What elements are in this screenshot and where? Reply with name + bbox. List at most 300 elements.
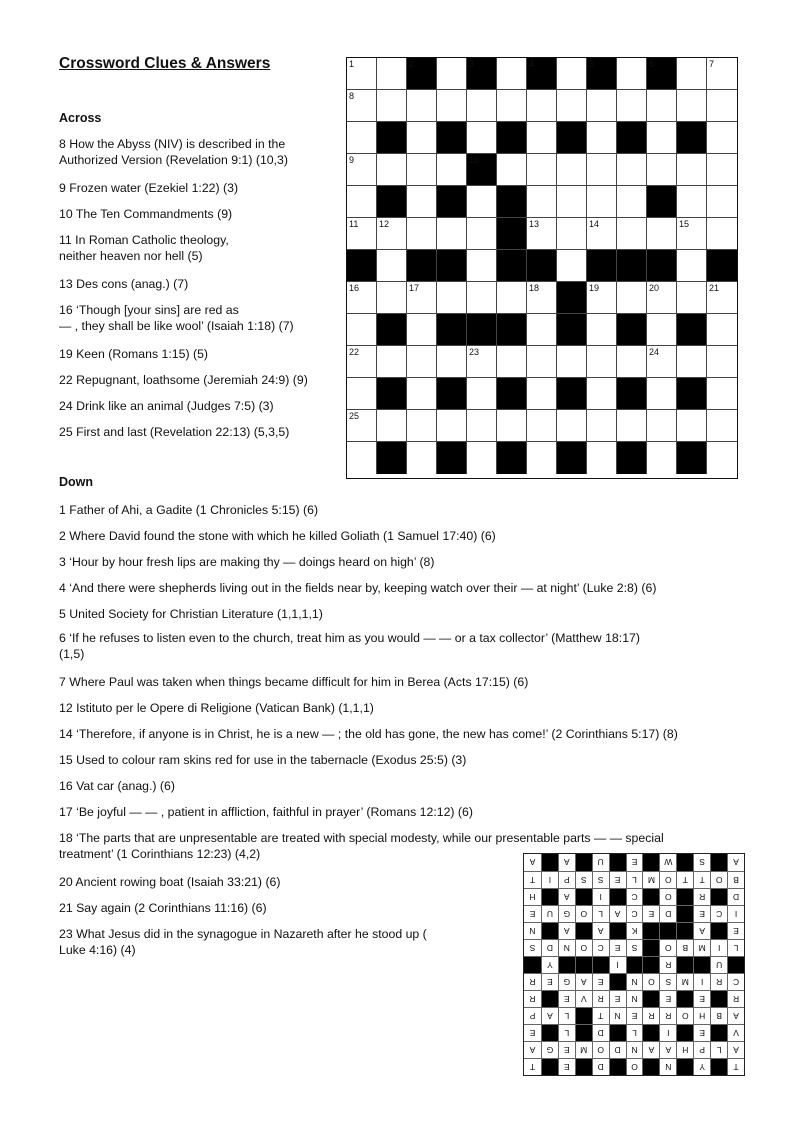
grid-block (467, 314, 497, 346)
clue-line: 23 What Jesus did in the synagogue in Nazareth after he stood up ( (59, 927, 427, 941)
grid-cell[interactable] (647, 314, 677, 346)
grid-cell[interactable] (707, 90, 737, 122)
grid-block (377, 442, 407, 474)
grid-cell[interactable] (347, 122, 377, 154)
grid-block (617, 314, 647, 346)
solution-char: R (699, 892, 706, 902)
grid-block (557, 282, 587, 314)
grid-cell[interactable] (407, 282, 437, 314)
solution-char: P (563, 875, 570, 885)
solution-char: S (597, 875, 604, 885)
grid-cell[interactable] (467, 122, 497, 154)
grid-cell[interactable] (647, 90, 677, 122)
solution-block (710, 888, 727, 905)
grid-block (677, 442, 707, 474)
solution-letter (693, 939, 710, 956)
grid-cell[interactable] (707, 218, 737, 250)
solution-letter (558, 1024, 575, 1041)
solution-block (676, 1058, 693, 1075)
solution-letter (541, 1041, 558, 1058)
grid-cell[interactable] (557, 410, 587, 442)
grid-cell[interactable] (707, 186, 737, 218)
solution-char: A (733, 857, 739, 868)
solution-letter (592, 888, 609, 905)
solution-char: S (529, 943, 536, 953)
solution-block (642, 854, 659, 871)
grid-cell[interactable] (527, 186, 557, 218)
grid-cell[interactable] (677, 58, 707, 90)
grid-cell[interactable] (557, 346, 587, 378)
across-clue (59, 206, 232, 222)
solution-block (659, 922, 676, 939)
solution-char: L (733, 943, 739, 953)
solution-letter (626, 1041, 643, 1058)
solution-char: D (614, 1045, 621, 1055)
grid-cell[interactable] (497, 58, 527, 90)
grid-cell[interactable] (617, 410, 647, 442)
solution-char: A (733, 1045, 739, 1055)
grid-block (497, 218, 527, 250)
clue-number: 20 (649, 283, 660, 293)
solution-letter (659, 1007, 676, 1024)
solution-char: T (598, 1011, 604, 1021)
grid-cell[interactable] (677, 90, 707, 122)
grid-cell[interactable] (437, 154, 467, 186)
grid-block (437, 250, 467, 282)
grid-cell[interactable] (407, 378, 437, 410)
grid-cell[interactable] (677, 218, 707, 250)
grid-cell[interactable] (647, 410, 677, 442)
grid-cell[interactable] (467, 90, 497, 122)
grid-cell[interactable] (497, 90, 527, 122)
solution-char: R (597, 994, 604, 1004)
clue-number: 10 (469, 155, 480, 165)
grid-cell[interactable] (407, 314, 437, 346)
grid-cell[interactable] (347, 442, 377, 474)
grid-cell[interactable] (467, 186, 497, 218)
across-clue (59, 302, 294, 334)
down-clue (59, 528, 496, 544)
solution-letter (693, 1007, 710, 1024)
grid-cell[interactable] (617, 346, 647, 378)
grid-cell[interactable] (347, 314, 377, 346)
down-clue (59, 752, 466, 768)
solution-char: O (580, 943, 588, 953)
grid-cell[interactable] (407, 442, 437, 474)
solution-char: A (563, 857, 570, 868)
solution-letter (626, 1007, 643, 1024)
solution-letter (592, 871, 609, 888)
grid-cell[interactable] (707, 58, 737, 90)
clue-number: 5 (589, 59, 595, 69)
clue-line: (1,5) (59, 647, 85, 661)
down-clue (59, 502, 318, 518)
clue-line: 4 ‘And there were shepherds living out in the fields near by, keeping watch over their — at night’ (Luke 2:8) (6) (59, 581, 657, 595)
grid-cell[interactable] (587, 442, 617, 474)
solution-block (541, 922, 558, 939)
solution-char: I (701, 977, 704, 987)
grid-cell[interactable] (527, 346, 557, 378)
solution-char: E (563, 994, 570, 1004)
grid-cell[interactable] (707, 346, 737, 378)
grid-cell[interactable] (677, 346, 707, 378)
grid-block (557, 442, 587, 474)
grid-cell[interactable] (587, 122, 617, 154)
solution-letter (592, 1007, 609, 1024)
clue-line: Authorized Version (Revelation 9:1) (10,3) (59, 153, 288, 167)
grid-cell[interactable] (527, 442, 557, 474)
solution-char: E (614, 994, 621, 1004)
grid-block (677, 314, 707, 346)
grid-cell[interactable] (377, 250, 407, 282)
solution-block (541, 854, 558, 871)
solution-letter (659, 973, 676, 990)
grid-cell[interactable] (497, 410, 527, 442)
grid-cell[interactable] (557, 154, 587, 186)
solution-char: R (648, 1011, 655, 1021)
grid-cell[interactable] (647, 154, 677, 186)
solution-char: M (698, 943, 706, 953)
solution-char: I (599, 892, 602, 902)
grid-cell[interactable] (377, 282, 407, 314)
solution-block (710, 854, 727, 871)
solution-block (710, 922, 727, 939)
solution-letter (558, 888, 575, 905)
down-clue (59, 874, 280, 890)
grid-block (557, 378, 587, 410)
grid-cell[interactable] (437, 218, 467, 250)
clue-line: 22 Repugnant, loathsome (Jeremiah 24:9) (9) (59, 373, 308, 387)
crossword-grid[interactable] (346, 57, 738, 479)
grid-cell[interactable] (617, 154, 647, 186)
grid-cell[interactable] (437, 282, 467, 314)
solution-block (642, 888, 659, 905)
solution-char: B (733, 875, 739, 885)
grid-cell[interactable] (617, 90, 647, 122)
grid-block (617, 378, 647, 410)
clue-number: 24 (649, 347, 660, 357)
grid-cell[interactable] (707, 410, 737, 442)
solution-block (676, 1024, 693, 1041)
clue-line: 18 ‘The parts that are unpresentable are treated with special modesty, while our presentable parts — — special (59, 831, 664, 845)
solution-letter (693, 905, 710, 922)
clue-number: 16 (349, 283, 360, 293)
grid-cell[interactable] (677, 154, 707, 186)
grid-cell[interactable] (617, 218, 647, 250)
solution-letter (727, 905, 744, 922)
grid-cell[interactable] (557, 90, 587, 122)
grid-cell[interactable] (527, 122, 557, 154)
grid-cell[interactable] (347, 378, 377, 410)
solution-char: L (632, 1028, 637, 1038)
grid-cell[interactable] (647, 218, 677, 250)
grid-cell[interactable] (377, 154, 407, 186)
grid-cell[interactable] (407, 346, 437, 378)
grid-block (497, 378, 527, 410)
grid-block (437, 186, 467, 218)
solution-letter (659, 1024, 676, 1041)
clue-line: 9 Frozen water (Ezekiel 1:22) (3) (59, 181, 239, 195)
grid-cell[interactable] (347, 346, 377, 378)
grid-cell[interactable] (677, 250, 707, 282)
grid-cell[interactable] (527, 378, 557, 410)
solution-char: I (616, 960, 619, 970)
solution-char: E (563, 1045, 570, 1055)
grid-cell[interactable] (467, 218, 497, 250)
solution-char: A (563, 892, 570, 902)
grid-cell[interactable] (707, 122, 737, 154)
solution-char: E (699, 1028, 706, 1038)
grid-cell[interactable] (647, 378, 677, 410)
solution-char: T (699, 875, 705, 885)
solution-letter (693, 854, 710, 871)
solution-block (541, 888, 558, 905)
solution-letter (558, 1058, 575, 1075)
solution-char: A (614, 909, 621, 919)
solution-block (541, 990, 558, 1007)
down-clue (59, 606, 323, 622)
grid-block (437, 378, 467, 410)
solution-letter (592, 1024, 609, 1041)
grid-cell[interactable] (557, 58, 587, 90)
grid-cell[interactable] (707, 314, 737, 346)
solution-char: A (597, 926, 604, 936)
solution-letter (524, 871, 541, 888)
grid-block (677, 378, 707, 410)
clue-number: 3 (469, 59, 475, 69)
grid-cell[interactable] (527, 314, 557, 346)
solution-char: W (664, 857, 673, 868)
solution-char: A (563, 926, 570, 936)
grid-cell[interactable] (437, 346, 467, 378)
solution-char: O (715, 875, 723, 885)
grid-cell[interactable] (587, 378, 617, 410)
grid-cell[interactable] (377, 90, 407, 122)
grid-cell[interactable] (467, 282, 497, 314)
grid-cell[interactable] (707, 282, 737, 314)
grid-cell[interactable] (587, 410, 617, 442)
grid-cell[interactable] (347, 90, 377, 122)
down-clue (59, 926, 427, 958)
solution-letter (693, 922, 710, 939)
solution-block (609, 854, 626, 871)
solution-grid (523, 853, 745, 1076)
grid-block (497, 186, 527, 218)
solution-letter (659, 939, 676, 956)
grid-block (437, 314, 467, 346)
solution-letter (524, 973, 541, 990)
solution-char: D (546, 943, 553, 953)
grid-cell[interactable] (407, 186, 437, 218)
grid-cell[interactable] (377, 58, 407, 90)
grid-cell[interactable] (557, 186, 587, 218)
grid-cell[interactable] (527, 90, 557, 122)
grid-block (467, 154, 497, 186)
solution-letter (524, 939, 541, 956)
down-clue (59, 700, 374, 716)
grid-cell[interactable] (647, 442, 677, 474)
grid-cell[interactable] (677, 282, 707, 314)
grid-cell[interactable] (467, 346, 497, 378)
solution-char: A (699, 926, 706, 936)
grid-cell[interactable] (407, 218, 437, 250)
grid-cell[interactable] (707, 442, 737, 474)
solution-char: O (597, 1045, 604, 1055)
solution-letter (659, 871, 676, 888)
solution-block (575, 922, 592, 939)
grid-block (587, 58, 617, 90)
down-clue (59, 726, 678, 742)
solution-char: L (564, 1011, 570, 1021)
clue-line: 20 Ancient rowing boat (Isaiah 33:21) (6) (59, 875, 281, 889)
grid-cell[interactable] (587, 90, 617, 122)
grid-cell[interactable] (557, 218, 587, 250)
grid-cell[interactable] (467, 250, 497, 282)
solution-char: R (529, 994, 536, 1004)
grid-cell[interactable] (407, 154, 437, 186)
solution-block (541, 1024, 558, 1041)
solution-letter (524, 1041, 541, 1058)
grid-cell[interactable] (377, 218, 407, 250)
grid-block (497, 314, 527, 346)
grid-cell[interactable] (587, 282, 617, 314)
grid-cell[interactable] (497, 154, 527, 186)
solution-letter (575, 973, 592, 990)
grid-cell[interactable] (347, 154, 377, 186)
grid-cell[interactable] (617, 58, 647, 90)
solution-char: I (717, 943, 721, 953)
clue-line: 3 ‘Hour by hour fresh lips are making thy — doings heard on high’ (8) (59, 555, 435, 569)
across-clue (59, 346, 208, 362)
grid-cell[interactable] (377, 346, 407, 378)
solution-char: R (665, 960, 672, 970)
grid-cell[interactable] (407, 122, 437, 154)
solution-letter (558, 1007, 575, 1024)
clue-number: 18 (529, 283, 540, 293)
grid-cell[interactable] (437, 90, 467, 122)
grid-cell[interactable] (347, 186, 377, 218)
solution-char: H (699, 1011, 706, 1021)
grid-cell[interactable] (347, 282, 377, 314)
solution-letter (710, 1041, 727, 1058)
solution-block (676, 905, 693, 922)
solution-char: B (682, 943, 689, 953)
grid-cell[interactable] (467, 410, 497, 442)
grid-cell[interactable] (527, 218, 557, 250)
grid-cell[interactable] (677, 186, 707, 218)
solution-block (541, 1058, 558, 1075)
solution-char: C (631, 892, 638, 902)
grid-cell[interactable] (587, 154, 617, 186)
grid-cell[interactable] (347, 218, 377, 250)
grid-cell[interactable] (527, 282, 557, 314)
grid-cell[interactable] (587, 218, 617, 250)
solution-letter (524, 905, 541, 922)
grid-cell[interactable] (617, 186, 647, 218)
solution-letter (575, 871, 592, 888)
solution-letter (676, 1041, 693, 1058)
solution-char: A (580, 977, 587, 987)
grid-cell[interactable] (677, 410, 707, 442)
solution-letter (541, 939, 558, 956)
solution-letter (541, 905, 558, 922)
grid-cell[interactable] (407, 410, 437, 442)
solution-char: N (631, 977, 638, 987)
solution-letter (541, 956, 558, 973)
clue-line: 17 ‘Be joyful — — , patient in affliction, faithful in prayer’ (Romans 12:12) (6) (59, 805, 473, 819)
grid-cell[interactable] (587, 186, 617, 218)
solution-letter (592, 922, 609, 939)
solution-char: E (597, 977, 604, 987)
solution-char: E (648, 909, 655, 919)
grid-cell[interactable] (497, 282, 527, 314)
clue-line: 16 Vat car (anag.) (6) (59, 779, 175, 793)
solution-char: S (580, 875, 587, 885)
grid-cell[interactable] (437, 58, 467, 90)
grid-cell[interactable] (527, 154, 557, 186)
grid-cell[interactable] (467, 442, 497, 474)
solution-char: P (699, 1045, 706, 1055)
grid-cell[interactable] (587, 346, 617, 378)
solution-letter (710, 905, 727, 922)
grid-cell[interactable] (647, 122, 677, 154)
solution-block (710, 1058, 727, 1075)
clue-number: 7 (709, 59, 715, 69)
solution-char: O (665, 943, 672, 953)
grid-cell[interactable] (617, 282, 647, 314)
solution-letter (727, 922, 744, 939)
solution-letter (558, 939, 575, 956)
grid-cell[interactable] (377, 410, 407, 442)
grid-cell[interactable] (647, 282, 677, 314)
solution-char: L (564, 1028, 570, 1038)
solution-char: D (597, 1062, 604, 1072)
clue-line: 7 Where Paul was taken when things became difficult for him in Berea (Acts 17:15) (6) (59, 675, 529, 689)
grid-cell[interactable] (557, 250, 587, 282)
solution-letter (558, 871, 575, 888)
grid-block (377, 314, 407, 346)
grid-cell[interactable] (347, 410, 377, 442)
solution-char: U (716, 960, 723, 970)
grid-cell[interactable] (497, 346, 527, 378)
solution-letter (575, 1041, 592, 1058)
grid-block (497, 122, 527, 154)
grid-cell[interactable] (407, 90, 437, 122)
solution-letter (524, 1058, 541, 1075)
grid-cell[interactable] (467, 378, 497, 410)
grid-block (497, 250, 527, 282)
grid-cell[interactable] (437, 410, 467, 442)
grid-cell[interactable] (707, 154, 737, 186)
solution-char: C (716, 909, 723, 919)
grid-cell[interactable] (527, 410, 557, 442)
solution-char: E (563, 1062, 570, 1072)
grid-cell[interactable] (347, 58, 377, 90)
solution-char: A (547, 1011, 553, 1021)
grid-cell[interactable] (647, 346, 677, 378)
solution-char: O (681, 1011, 689, 1021)
solution-block (575, 1024, 592, 1041)
clue-line: — , they shall be like wool’ (Isaiah 1:18) (7) (59, 319, 294, 333)
grid-block (377, 378, 407, 410)
clue-number: 14 (589, 219, 600, 229)
grid-cell[interactable] (707, 378, 737, 410)
solution-letter (659, 956, 676, 973)
solution-char: O (665, 875, 672, 885)
solution-char: D (732, 892, 740, 902)
grid-cell[interactable] (587, 314, 617, 346)
grid-block (617, 122, 647, 154)
